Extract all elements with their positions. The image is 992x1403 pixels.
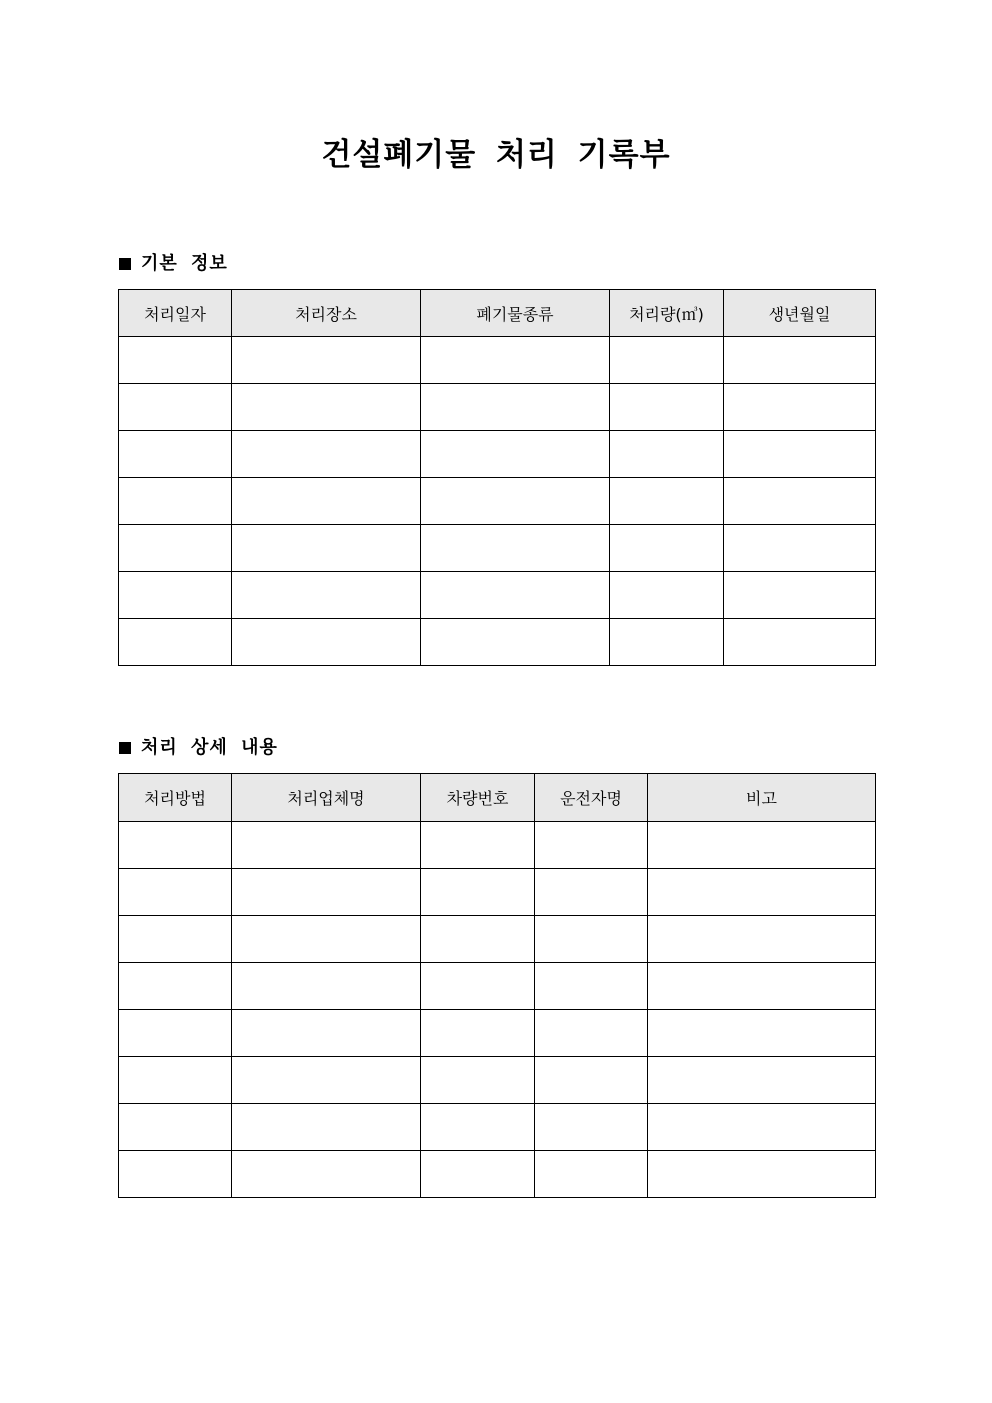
table-cell[interactable] [421, 1151, 535, 1198]
table-cell[interactable] [232, 1104, 421, 1151]
table-row [119, 1104, 876, 1151]
table-cell[interactable] [648, 869, 876, 916]
table-cell[interactable] [724, 431, 876, 478]
table-row [119, 525, 876, 572]
table-cell[interactable] [724, 619, 876, 666]
table-cell[interactable] [421, 1057, 535, 1104]
table-cell[interactable] [648, 1057, 876, 1104]
table-cell[interactable] [610, 572, 724, 619]
table-cell[interactable] [535, 916, 648, 963]
table-row [119, 619, 876, 666]
table-cell[interactable] [119, 963, 232, 1010]
table-cell[interactable] [610, 384, 724, 431]
table-cell[interactable] [119, 431, 232, 478]
table-cell[interactable] [119, 525, 232, 572]
table-cell[interactable] [421, 963, 535, 1010]
section-heading-text: 처리 상세 내용 [141, 737, 278, 758]
page-title: 건설폐기물 처리 기록부 [321, 137, 671, 173]
table-cell[interactable] [119, 1010, 232, 1057]
table-cell[interactable] [535, 1104, 648, 1151]
table-cell[interactable] [421, 431, 610, 478]
table-cell[interactable] [610, 478, 724, 525]
table-cell[interactable] [232, 1151, 421, 1198]
table-header-row [119, 774, 876, 822]
table-cell[interactable] [421, 1104, 535, 1151]
table-cell[interactable] [610, 525, 724, 572]
square-bullet-icon [119, 742, 131, 754]
section-heading-text: 기본 정보 [141, 253, 228, 274]
table-cell[interactable] [648, 822, 876, 869]
column-header-disposal-amount: 처리량(㎥) [610, 290, 724, 337]
table-cell[interactable] [421, 525, 610, 572]
table-cell[interactable] [119, 1057, 232, 1104]
table-cell[interactable] [610, 337, 724, 384]
table-cell[interactable] [232, 869, 421, 916]
table-cell[interactable] [724, 384, 876, 431]
table-cell[interactable] [421, 384, 610, 431]
table-cell[interactable] [648, 1010, 876, 1057]
table-cell[interactable] [724, 478, 876, 525]
table-cell[interactable] [119, 1151, 232, 1198]
table-cell[interactable] [421, 916, 535, 963]
table-cell[interactable] [232, 337, 421, 384]
table-cell[interactable] [421, 869, 535, 916]
table-cell[interactable] [724, 337, 876, 384]
column-header-disposal-date: 처리일자 [119, 290, 232, 337]
table-cell[interactable] [648, 1151, 876, 1198]
table-cell[interactable] [535, 963, 648, 1010]
table-row [119, 1057, 876, 1104]
table-cell[interactable] [535, 1057, 648, 1104]
section-heading-basic-info [119, 252, 228, 276]
column-header-remarks: 비고 [648, 774, 876, 822]
table-cell[interactable] [421, 478, 610, 525]
square-bullet-icon [119, 258, 131, 270]
table-cell[interactable] [119, 1104, 232, 1151]
table-cell[interactable] [232, 478, 421, 525]
column-header-waste-type: 폐기물종류 [421, 290, 610, 337]
table-cell[interactable] [232, 916, 421, 963]
table-row [119, 431, 876, 478]
table-row [119, 1151, 876, 1198]
table-cell[interactable] [119, 822, 232, 869]
column-header-vehicle-number: 차량번호 [421, 774, 535, 822]
table-cell[interactable] [119, 337, 232, 384]
table-cell[interactable] [119, 478, 232, 525]
table-row [119, 916, 876, 963]
table-row [119, 384, 876, 431]
table-cell[interactable] [232, 619, 421, 666]
table-cell[interactable] [421, 572, 610, 619]
table-cell[interactable] [648, 916, 876, 963]
table-cell[interactable] [724, 525, 876, 572]
table-row [119, 963, 876, 1010]
column-header-disposal-method: 처리방법 [119, 774, 232, 822]
table-row [119, 572, 876, 619]
table-cell[interactable] [648, 963, 876, 1010]
table-cell[interactable] [648, 1104, 876, 1151]
table-cell[interactable] [119, 916, 232, 963]
table-cell[interactable] [421, 619, 610, 666]
table-cell[interactable] [535, 1010, 648, 1057]
table-cell[interactable] [535, 822, 648, 869]
table-cell[interactable] [232, 1010, 421, 1057]
column-header-company-name: 처리업체명 [232, 774, 421, 822]
table-cell[interactable] [610, 431, 724, 478]
table-cell[interactable] [232, 1057, 421, 1104]
section-heading-disposal-details [119, 736, 278, 760]
table-header-row [119, 290, 876, 337]
table-row [119, 337, 876, 384]
column-header-driver-name: 운전자명 [535, 774, 648, 822]
disposal-details-table [118, 773, 876, 1198]
table-cell[interactable] [232, 384, 421, 431]
table-cell[interactable] [119, 869, 232, 916]
table-cell[interactable] [232, 431, 421, 478]
table-cell[interactable] [232, 822, 421, 869]
table-cell[interactable] [232, 525, 421, 572]
table-cell[interactable] [724, 572, 876, 619]
table-cell[interactable] [421, 337, 610, 384]
table-row [119, 822, 876, 869]
table-cell[interactable] [119, 384, 232, 431]
basic-info-table [118, 289, 876, 666]
table-cell[interactable] [535, 869, 648, 916]
column-header-disposal-site: 처리장소 [232, 290, 421, 337]
column-header-birth-date: 생년월일 [724, 290, 876, 337]
table-cell[interactable] [119, 619, 232, 666]
table-cell[interactable] [119, 572, 232, 619]
table-row [119, 478, 876, 525]
table-row [119, 869, 876, 916]
table-cell[interactable] [610, 619, 724, 666]
table-row [119, 1010, 876, 1057]
table-cell[interactable] [232, 963, 421, 1010]
table-cell[interactable] [421, 822, 535, 869]
table-cell[interactable] [535, 1151, 648, 1198]
table-cell[interactable] [232, 572, 421, 619]
table-cell[interactable] [421, 1010, 535, 1057]
